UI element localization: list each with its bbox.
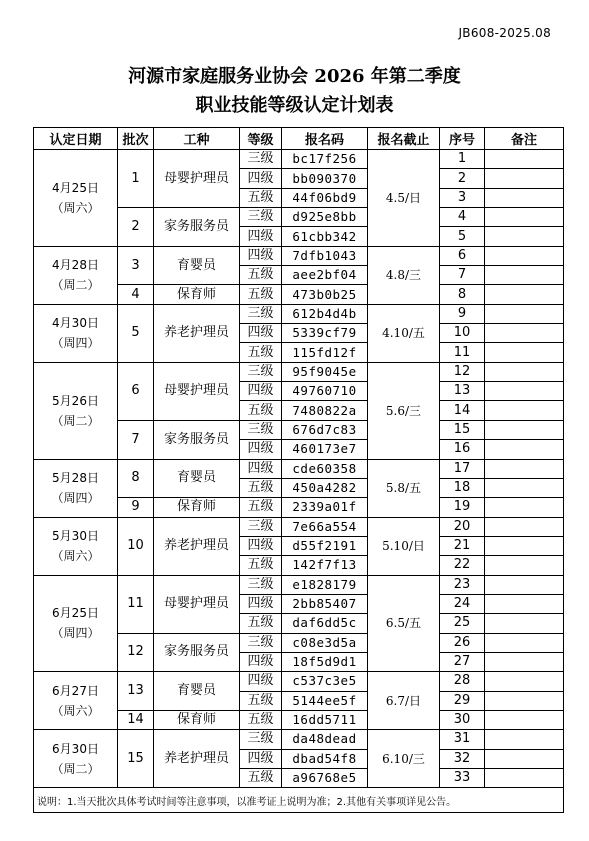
level: 四级 <box>240 382 282 401</box>
registration-code: daf6dd5c <box>282 614 368 633</box>
sequence-number: 32 <box>440 749 485 768</box>
registration-code: e1828179 <box>282 575 368 594</box>
registration-code: 95f9045e <box>282 362 368 381</box>
registration-code: 5339cf79 <box>282 324 368 343</box>
remark-cell <box>485 188 564 207</box>
note-row <box>34 788 564 813</box>
exam-date-cell <box>34 517 118 575</box>
exam-weekday: （周六） <box>51 703 100 718</box>
remark-cell <box>485 556 564 575</box>
level: 四级 <box>240 594 282 613</box>
registration-code: a96768e5 <box>282 769 368 788</box>
level: 四级 <box>240 536 282 555</box>
batch-number: 7 <box>118 420 154 459</box>
level: 五级 <box>240 498 282 517</box>
level: 四级 <box>240 246 282 265</box>
exam-weekday: （周二） <box>51 413 100 428</box>
remark-cell <box>485 769 564 788</box>
batch-number: 5 <box>118 304 154 362</box>
exam-date: 5月30日 <box>52 529 99 544</box>
sequence-number: 26 <box>440 633 485 652</box>
level: 四级 <box>240 169 282 188</box>
sequence-number: 3 <box>440 188 485 207</box>
remark-cell <box>485 459 564 478</box>
level: 五级 <box>240 285 282 304</box>
job-type: 养老护理员 <box>154 730 240 788</box>
batch-number: 11 <box>118 575 154 633</box>
level: 三级 <box>240 730 282 749</box>
registration-code: 676d7c83 <box>282 420 368 439</box>
remark-cell <box>485 652 564 671</box>
sequence-number: 16 <box>440 440 485 459</box>
table-row <box>34 575 564 594</box>
exam-date: 4月30日 <box>52 316 99 331</box>
job-type: 保育师 <box>154 710 240 729</box>
remark-cell <box>485 304 564 323</box>
remark-cell <box>485 324 564 343</box>
exam-weekday: （周六） <box>51 200 100 215</box>
sequence-number: 30 <box>440 710 485 729</box>
header-remark: 备注 <box>485 128 564 150</box>
exam-date-cell <box>34 575 118 672</box>
registration-deadline: 4.10/五 <box>368 304 440 362</box>
remark-cell <box>485 246 564 265</box>
sequence-number: 23 <box>440 575 485 594</box>
remark-cell <box>485 478 564 497</box>
registration-code: 5144ee5f <box>282 691 368 710</box>
registration-deadline: 6.5/五 <box>368 575 440 672</box>
registration-code: da48dead <box>282 730 368 749</box>
exam-date: 6月27日 <box>52 683 99 698</box>
registration-code: 450a4282 <box>282 478 368 497</box>
level: 四级 <box>240 227 282 246</box>
header-date: 认定日期 <box>34 128 118 150</box>
registration-code: 460173e7 <box>282 440 368 459</box>
table-body <box>34 150 564 788</box>
sequence-number: 2 <box>440 169 485 188</box>
registration-code: 49760710 <box>282 382 368 401</box>
registration-code: c08e3d5a <box>282 633 368 652</box>
level: 五级 <box>240 478 282 497</box>
registration-deadline: 5.6/三 <box>368 362 440 459</box>
batch-number: 9 <box>118 498 154 517</box>
exam-weekday: （周四） <box>51 336 100 351</box>
table-row <box>34 246 564 265</box>
registration-code: cde60358 <box>282 459 368 478</box>
level: 五级 <box>240 710 282 729</box>
batch-number: 4 <box>118 285 154 304</box>
sequence-number: 25 <box>440 614 485 633</box>
exam-date-cell <box>34 730 118 788</box>
table-row <box>34 672 564 691</box>
document-number: JB608-2025.08 <box>458 26 551 40</box>
sequence-number: 18 <box>440 478 485 497</box>
table-row <box>34 304 564 323</box>
exam-weekday: （周六） <box>51 549 100 564</box>
header-deadline: 报名截止 <box>368 128 440 150</box>
registration-code: 2bb85407 <box>282 594 368 613</box>
registration-deadline: 5.10/日 <box>368 517 440 575</box>
remark-cell <box>485 517 564 536</box>
registration-code: 142f7f13 <box>282 556 368 575</box>
level: 五级 <box>240 188 282 207</box>
remark-cell <box>485 227 564 246</box>
header-row <box>34 128 564 150</box>
sequence-number: 22 <box>440 556 485 575</box>
job-type: 母婴护理员 <box>154 575 240 633</box>
sequence-number: 24 <box>440 594 485 613</box>
remark-cell <box>485 710 564 729</box>
batch-number: 13 <box>118 672 154 711</box>
batch-number: 6 <box>118 362 154 420</box>
level: 五级 <box>240 556 282 575</box>
exam-weekday: （周二） <box>51 761 100 776</box>
registration-code: c537c3e5 <box>282 672 368 691</box>
remark-cell <box>485 382 564 401</box>
registration-deadline: 5.8/五 <box>368 459 440 517</box>
level: 四级 <box>240 652 282 671</box>
sequence-number: 17 <box>440 459 485 478</box>
sequence-number: 8 <box>440 285 485 304</box>
remark-cell <box>485 169 564 188</box>
level: 五级 <box>240 343 282 362</box>
registration-code: 2339a01f <box>282 498 368 517</box>
level: 四级 <box>240 324 282 343</box>
job-type: 保育师 <box>154 285 240 304</box>
remark-cell <box>485 440 564 459</box>
sequence-number: 20 <box>440 517 485 536</box>
job-type: 母婴护理员 <box>154 362 240 420</box>
job-type: 家务服务员 <box>154 633 240 672</box>
remark-cell <box>485 749 564 768</box>
exam-date: 5月26日 <box>52 393 99 408</box>
level: 五级 <box>240 614 282 633</box>
header-seq: 序号 <box>440 128 485 150</box>
table-row <box>34 150 564 169</box>
remark-cell <box>485 672 564 691</box>
job-type: 母婴护理员 <box>154 150 240 208</box>
remark-cell <box>485 594 564 613</box>
sequence-number: 21 <box>440 536 485 555</box>
level: 五级 <box>240 401 282 420</box>
remark-cell <box>485 343 564 362</box>
registration-code: bb090370 <box>282 169 368 188</box>
remark-cell <box>485 362 564 381</box>
exam-date: 4月28日 <box>52 258 99 273</box>
batch-number: 10 <box>118 517 154 575</box>
job-type: 养老护理员 <box>154 304 240 362</box>
sequence-number: 31 <box>440 730 485 749</box>
sequence-number: 33 <box>440 769 485 788</box>
exam-date-cell <box>34 672 118 730</box>
level: 四级 <box>240 672 282 691</box>
exam-date-cell <box>34 459 118 517</box>
table-row <box>34 459 564 478</box>
registration-code: 7dfb1043 <box>282 246 368 265</box>
sequence-number: 6 <box>440 246 485 265</box>
schedule-table <box>33 127 564 813</box>
header-code: 报名码 <box>282 128 368 150</box>
exam-date-cell <box>34 150 118 247</box>
registration-code: 16dd5711 <box>282 710 368 729</box>
exam-date: 5月28日 <box>52 471 99 486</box>
table-row <box>34 362 564 381</box>
registration-code: d925e8bb <box>282 208 368 227</box>
batch-number: 8 <box>118 459 154 498</box>
registration-code: 612b4d4b <box>282 304 368 323</box>
registration-code: 473b0b25 <box>282 285 368 304</box>
job-type: 育婴员 <box>154 672 240 711</box>
registration-code: bc17f256 <box>282 150 368 169</box>
batch-number: 1 <box>118 150 154 208</box>
job-type: 家务服务员 <box>154 208 240 247</box>
level: 三级 <box>240 304 282 323</box>
sequence-number: 11 <box>440 343 485 362</box>
sequence-number: 10 <box>440 324 485 343</box>
job-type: 养老护理员 <box>154 517 240 575</box>
remark-cell <box>485 575 564 594</box>
level: 三级 <box>240 633 282 652</box>
level: 三级 <box>240 575 282 594</box>
registration-deadline: 6.7/日 <box>368 672 440 730</box>
remark-cell <box>485 208 564 227</box>
registration-code: aee2bf04 <box>282 266 368 285</box>
registration-code: 61cbb342 <box>282 227 368 246</box>
remark-cell <box>485 420 564 439</box>
batch-number: 15 <box>118 730 154 788</box>
sequence-number: 12 <box>440 362 485 381</box>
sequence-number: 27 <box>440 652 485 671</box>
registration-deadline: 6.10/三 <box>368 730 440 788</box>
remark-cell <box>485 633 564 652</box>
job-type: 育婴员 <box>154 246 240 285</box>
batch-number: 14 <box>118 710 154 729</box>
sequence-number: 15 <box>440 420 485 439</box>
note-text: 说明：1.当天批次具体考试时间等注意事项，以准考证上说明为准；2.其他有关事项详见公告。 <box>34 788 564 813</box>
level: 三级 <box>240 362 282 381</box>
batch-number: 12 <box>118 633 154 672</box>
sequence-number: 19 <box>440 498 485 517</box>
sequence-number: 4 <box>440 208 485 227</box>
exam-weekday: （周二） <box>51 278 100 293</box>
exam-weekday: （周四） <box>51 491 100 506</box>
remark-cell <box>485 150 564 169</box>
level: 三级 <box>240 208 282 227</box>
remark-cell <box>485 536 564 555</box>
exam-date-cell <box>34 246 118 304</box>
remark-cell <box>485 401 564 420</box>
job-type: 育婴员 <box>154 459 240 498</box>
remark-cell <box>485 498 564 517</box>
sequence-number: 5 <box>440 227 485 246</box>
exam-date-cell <box>34 362 118 459</box>
sequence-number: 28 <box>440 672 485 691</box>
title-line-1: 河源市家庭服务业协会 2026 年第二季度 <box>128 66 461 87</box>
level: 四级 <box>240 749 282 768</box>
exam-date: 6月30日 <box>52 741 99 756</box>
header-level: 等级 <box>240 128 282 150</box>
registration-code: 18f5d9d1 <box>282 652 368 671</box>
registration-code: 44f06bd9 <box>282 188 368 207</box>
exam-date-cell <box>34 304 118 362</box>
remark-cell <box>485 285 564 304</box>
registration-code: 7480822a <box>282 401 368 420</box>
registration-code: 7e66a554 <box>282 517 368 536</box>
registration-code: 115fd12f <box>282 343 368 362</box>
sequence-number: 14 <box>440 401 485 420</box>
registration-code: d55f2191 <box>282 536 368 555</box>
level: 三级 <box>240 150 282 169</box>
level: 三级 <box>240 517 282 536</box>
exam-date: 4月25日 <box>52 180 99 195</box>
sequence-number: 9 <box>440 304 485 323</box>
batch-number: 2 <box>118 208 154 247</box>
title-line-2: 职业技能等级认定计划表 <box>195 95 394 116</box>
header-batch: 批次 <box>118 128 154 150</box>
table-row <box>34 730 564 749</box>
exam-weekday: （周四） <box>51 626 100 641</box>
sequence-number: 1 <box>440 150 485 169</box>
table-row <box>34 517 564 536</box>
job-type: 保育师 <box>154 498 240 517</box>
sequence-number: 13 <box>440 382 485 401</box>
level: 五级 <box>240 769 282 788</box>
level: 四级 <box>240 459 282 478</box>
registration-deadline: 4.5/日 <box>368 150 440 247</box>
level: 五级 <box>240 691 282 710</box>
batch-number: 3 <box>118 246 154 285</box>
registration-deadline: 4.8/三 <box>368 246 440 304</box>
sequence-number: 29 <box>440 691 485 710</box>
header-job: 工种 <box>154 128 240 150</box>
remark-cell <box>485 266 564 285</box>
remark-cell <box>485 691 564 710</box>
remark-cell <box>485 730 564 749</box>
level: 三级 <box>240 420 282 439</box>
remark-cell <box>485 614 564 633</box>
job-type: 家务服务员 <box>154 420 240 459</box>
exam-date: 6月25日 <box>52 606 99 621</box>
level: 五级 <box>240 266 282 285</box>
level: 四级 <box>240 440 282 459</box>
registration-code: dbad54f8 <box>282 749 368 768</box>
sequence-number: 7 <box>440 266 485 285</box>
